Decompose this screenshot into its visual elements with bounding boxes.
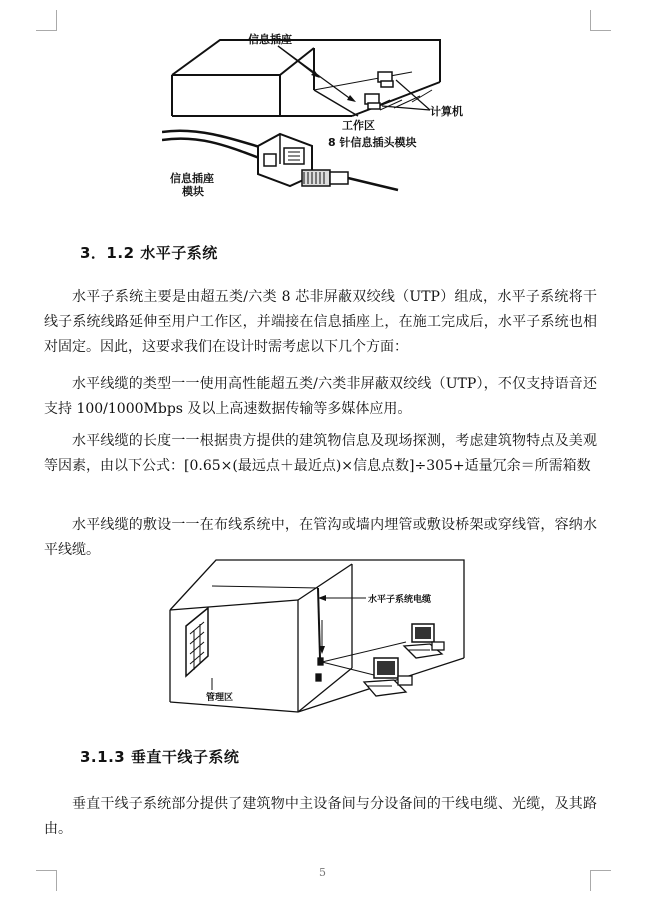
horizontal-cabling-figure <box>168 558 468 726</box>
crop-mark-top-left <box>36 10 57 31</box>
paragraph: 水平线缆的长度一一根据贵方提供的建筑物信息及现场探测，考虑建筑物特点及美观等因素，由以下公式：[0.65×(最远点＋最近点)×信息点数]÷305+适量冗余＝所需箱数 <box>44 433 597 474</box>
section-heading-horizontal-subsystem: 3．1.2 水平子系统 <box>80 244 218 262</box>
work-area-figure <box>162 30 498 210</box>
paragraph: 水平线缆的敷设一一在布线系统中，在管沟或墙内埋管或敷设桥架或穿线管，容纳水平线缆。 <box>44 517 597 558</box>
outlet-module-label-line2: 模块 <box>182 185 204 198</box>
outlet-label: 信息插座 <box>248 33 292 46</box>
cable-label: 水平子系统电缆 <box>368 595 432 605</box>
work-area-label: 工作区 <box>342 119 375 132</box>
outlet-module-label-line1: 信息插座 <box>170 172 214 185</box>
crop-mark-top-right <box>590 10 611 31</box>
paragraph: 水平线缆的类型一一使用高性能超五类/六类非屏蔽双绞线（UTP），不仅支持语音还支持 100/1000Mbps 及以上高速数据传输等多媒体应用。 <box>44 376 597 417</box>
paragraph: 垂直干线子系统部分提供了建筑物中主设备间与分设备间的干线电缆、光缆，及其路由。 <box>44 796 597 837</box>
page-number: 5 <box>319 866 326 879</box>
plug-module-label: 8 针信息插头模块 <box>328 136 417 149</box>
paragraph: 水平子系统主要是由超五类/六类 8 芯非屏蔽双绞线（UTP）组成，水平子系统将干线子系统线路延伸至用户工作区，并端接在信息插座上，在施工完成后，水平子系统也相对固定。因此，这要求我们在设计时需考虑以下几个方面： <box>44 289 597 355</box>
section-heading-vertical-subsystem: 3.1.3 垂直干线子系统 <box>80 748 240 766</box>
management-area-label: 管理区 <box>206 693 234 703</box>
computer-label: 计算机 <box>430 105 463 118</box>
